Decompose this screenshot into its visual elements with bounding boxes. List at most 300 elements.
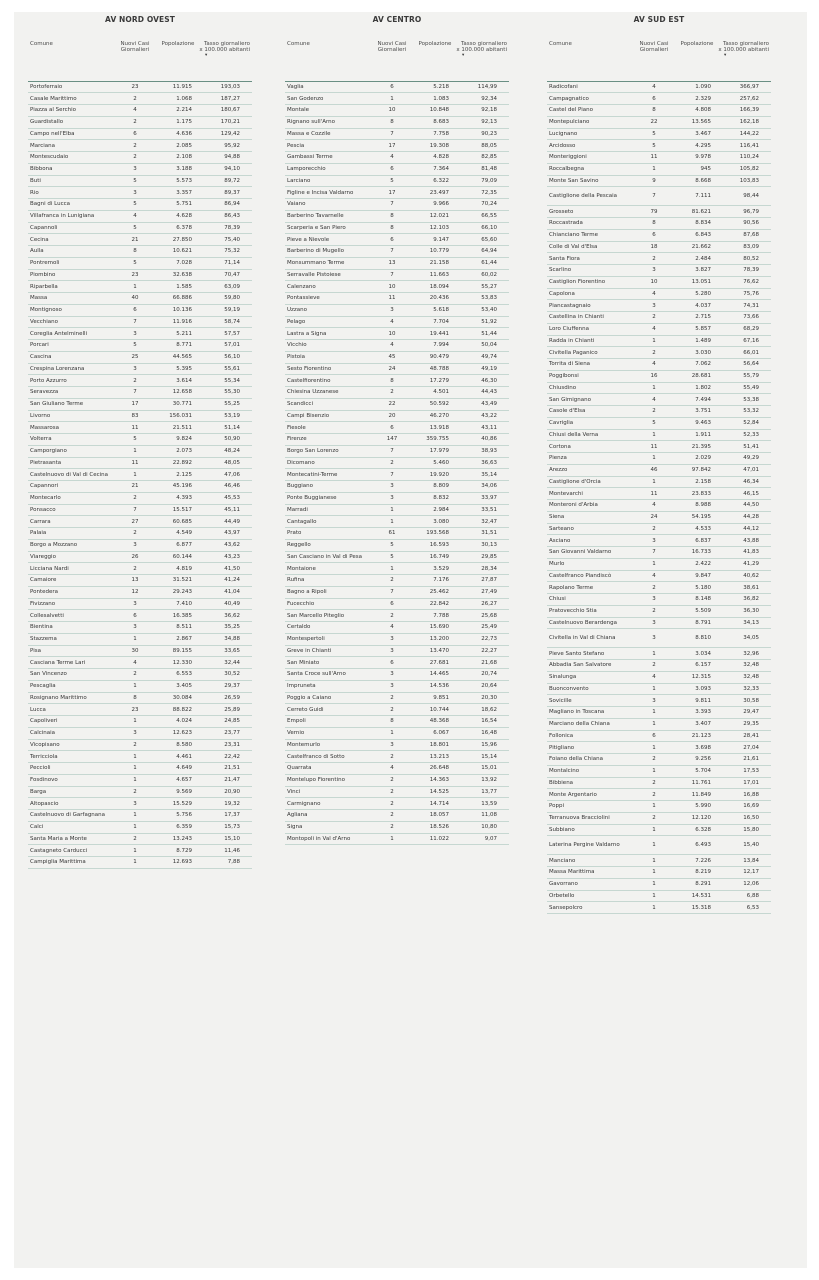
table-row[interactable] [285,680,509,692]
cell-tasso: 30,13 [455,539,509,551]
header-popolazione[interactable] [415,41,455,81]
cell-comune: Murlo [547,558,631,570]
table-row[interactable] [285,563,509,575]
table-row[interactable] [547,187,771,206]
table-row[interactable] [28,727,252,739]
cell-popolazione: 30.771 [158,398,198,410]
table-row[interactable] [285,657,509,669]
table-row[interactable] [28,539,252,551]
cell-comune: Certaldo [285,622,369,634]
table-row[interactable] [285,175,509,187]
cell-comune: Cavriglia [547,417,631,429]
cell-tasso: 366,97 [717,81,771,93]
table-row[interactable] [28,680,252,692]
cell-nuovi-casi: 8 [369,375,415,387]
table-row[interactable] [28,857,252,869]
table-row[interactable] [547,300,771,312]
sort-descending-icon[interactable]: ▾ [462,53,465,58]
table-row[interactable] [285,281,509,293]
table-row[interactable] [547,288,771,300]
table-row[interactable] [28,645,252,657]
table-row[interactable] [28,140,252,152]
table-row[interactable] [285,187,509,199]
sort-descending-icon[interactable]: ▾ [724,53,727,58]
table-row[interactable] [547,488,771,500]
table-row[interactable] [28,481,252,493]
cell-tasso: 28,34 [455,563,509,575]
table-row[interactable] [285,210,509,222]
cell-tasso: 105,82 [717,163,771,175]
table-row[interactable] [28,340,252,352]
table-row[interactable] [547,789,771,801]
header-nuovi-casi[interactable] [369,41,415,81]
cell-nuovi-casi: 10 [369,328,415,340]
table-row[interactable] [547,742,771,754]
table-row[interactable] [547,801,771,813]
table-row[interactable] [28,798,252,810]
cell-popolazione: 9.847 [677,570,717,582]
table-row[interactable] [285,810,509,822]
table-row[interactable] [547,163,771,175]
cell-nuovi-casi: 1 [112,445,158,457]
cell-nuovi-casi: 17 [369,140,415,152]
table-row[interactable] [28,199,252,211]
table-row[interactable] [28,387,252,399]
table-row[interactable] [285,328,509,340]
table-row[interactable] [285,363,509,375]
header-tasso[interactable] [455,41,509,81]
cell-comune: Borgo a Mozzano [28,539,112,551]
table-row[interactable] [547,347,771,359]
table-row[interactable] [285,551,509,563]
table-row[interactable] [547,707,771,719]
cell-tasso: 13,92 [455,774,509,786]
table-row[interactable] [285,93,509,105]
table-row[interactable] [28,704,252,716]
table-row[interactable] [285,457,509,469]
table-row[interactable] [28,810,252,822]
table-row[interactable] [285,81,509,93]
cell-tasso: 53,32 [717,406,771,418]
table-row[interactable] [547,511,771,523]
table-row[interactable] [28,528,252,540]
cell-popolazione: 5.180 [677,582,717,594]
cell-comune: Castelnuovo di Garfagnana [28,810,112,822]
cell-tasso: 17,53 [717,765,771,777]
table-row[interactable] [547,453,771,465]
table-row[interactable] [285,163,509,175]
table-row[interactable] [547,718,771,730]
table-row[interactable] [28,187,252,199]
table-row[interactable] [547,417,771,429]
table-row[interactable] [547,660,771,672]
cases-table [547,41,771,914]
cell-tasso: 187,27 [198,93,252,105]
cell-nuovi-casi: 6 [112,128,158,140]
table-row[interactable] [547,441,771,453]
cell-tasso: 33,97 [455,492,509,504]
table-row[interactable] [285,645,509,657]
table-row[interactable] [28,821,252,833]
table-row[interactable] [28,152,252,164]
header-comune-label: Comune [549,41,572,47]
table-row[interactable] [547,824,771,836]
cell-comune: Montalcino [547,765,631,777]
cell-popolazione: 46.270 [415,410,455,422]
table-row[interactable] [285,199,509,211]
table-row[interactable] [547,128,771,140]
table-row[interactable] [28,445,252,457]
header-comune[interactable] [28,41,112,81]
table-row[interactable] [28,551,252,563]
table-row[interactable] [28,351,252,363]
table-row[interactable] [547,152,771,164]
table-row[interactable] [28,105,252,117]
header-tasso-label: Tasso giornaliero x 100.000 abitanti [718,41,769,53]
table-row[interactable] [28,422,252,434]
table-row[interactable] [547,476,771,488]
cell-tasso: 19,32 [198,798,252,810]
table-row[interactable] [285,316,509,328]
header-nuovi-casi[interactable] [631,41,677,81]
table-row[interactable] [28,833,252,845]
table-row[interactable] [285,774,509,786]
table-row[interactable] [285,716,509,728]
cell-popolazione: 5.756 [158,810,198,822]
table-row[interactable] [285,445,509,457]
table-row[interactable] [285,786,509,798]
table-row[interactable] [28,281,252,293]
cell-popolazione: 8.148 [677,594,717,606]
cell-tasso: 66,55 [455,210,509,222]
table-row[interactable] [547,265,771,277]
table-row[interactable] [28,586,252,598]
table-row[interactable] [28,504,252,516]
table-row[interactable] [285,504,509,516]
table-row[interactable] [285,598,509,610]
table-row[interactable] [547,429,771,441]
table-row[interactable] [285,751,509,763]
table-row[interactable] [28,328,252,340]
table-row[interactable] [547,523,771,535]
cell-comune: Pietrasanta [28,457,112,469]
cell-popolazione: 2.158 [677,476,717,488]
table-row[interactable] [547,695,771,707]
cell-popolazione: 14.536 [415,680,455,692]
table-row[interactable] [28,739,252,751]
table-row[interactable] [285,116,509,128]
table-row[interactable] [28,363,252,375]
cell-comune: Signa [285,821,369,833]
table-row[interactable] [547,93,771,105]
cell-comune: Vaglia [285,81,369,93]
table-row[interactable] [547,535,771,547]
table-row[interactable] [28,375,252,387]
cell-popolazione: 4.819 [158,563,198,575]
table-row[interactable] [28,222,252,234]
cell-popolazione: 6.843 [677,229,717,241]
cell-popolazione: 14.525 [415,786,455,798]
header-tasso[interactable] [198,41,252,81]
table-row[interactable] [547,570,771,582]
table-row[interactable] [285,610,509,622]
table-row[interactable] [547,765,771,777]
table-row[interactable] [28,116,252,128]
table-row[interactable] [285,692,509,704]
table-row[interactable] [28,210,252,222]
table-row[interactable] [547,754,771,766]
table-row[interactable] [547,253,771,265]
table-row[interactable] [28,163,252,175]
table-row[interactable] [285,622,509,634]
table-row[interactable] [285,304,509,316]
table-row[interactable] [285,763,509,775]
cell-comune: Loro Ciuffenna [547,323,631,335]
table-row[interactable] [285,516,509,528]
cell-tasso: 75,76 [717,288,771,300]
table-row[interactable] [285,222,509,234]
cell-popolazione: 5.509 [677,605,717,617]
header-nuovi-casi[interactable] [112,41,158,81]
table-row[interactable] [547,812,771,824]
cell-nuovi-casi: 3 [631,535,677,547]
table-row[interactable] [285,539,509,551]
table-row[interactable] [547,594,771,606]
table-row[interactable] [285,704,509,716]
table-row[interactable] [285,586,509,598]
cell-comune: Quarrata [285,763,369,775]
table-row[interactable] [547,836,771,855]
cell-comune: Sinalunga [547,671,631,683]
table-row[interactable] [547,175,771,187]
cell-tasso: 65,60 [455,234,509,246]
cell-nuovi-casi: 3 [112,727,158,739]
cell-comune: Pontremoli [28,257,112,269]
table-row[interactable] [28,410,252,422]
cell-comune: Collesalvetti [28,610,112,622]
table-row[interactable] [285,246,509,258]
table-row[interactable] [547,890,771,902]
table-row[interactable] [28,716,252,728]
table-row[interactable] [285,234,509,246]
table-row[interactable] [285,739,509,751]
cell-comune: Prato [285,528,369,540]
cell-popolazione: 9.978 [677,152,717,164]
cell-popolazione: 88.822 [158,704,198,716]
table-row[interactable] [285,387,509,399]
table-row[interactable] [547,617,771,629]
table-row[interactable] [285,798,509,810]
header-popolazione[interactable] [677,41,717,81]
table-row[interactable] [285,398,509,410]
cell-tasso: 31,51 [455,528,509,540]
table-row[interactable] [285,821,509,833]
cell-tasso: 46,46 [198,481,252,493]
sort-descending-icon[interactable]: ▾ [205,53,208,58]
table-row[interactable] [285,410,509,422]
header-tasso[interactable] [717,41,771,81]
cell-popolazione: 13.918 [415,422,455,434]
cell-popolazione: 2.867 [158,633,198,645]
cell-nuovi-casi: 1 [631,476,677,488]
table-row[interactable] [547,878,771,890]
table-row[interactable] [28,246,252,258]
table-row[interactable] [28,269,252,281]
table-row[interactable] [547,382,771,394]
table-row[interactable] [28,669,252,681]
cell-popolazione: 8.511 [158,622,198,634]
table-row[interactable] [547,370,771,382]
cell-nuovi-casi: 83 [112,410,158,422]
table-row[interactable] [28,622,252,634]
table-row[interactable] [547,206,771,218]
table-row[interactable] [547,582,771,594]
table-row[interactable] [285,375,509,387]
table-row[interactable] [547,629,771,648]
cell-comune: Monteroni d'Arbia [547,500,631,512]
table-row[interactable] [285,727,509,739]
table-row[interactable] [28,81,252,93]
table-row[interactable] [28,563,252,575]
table-row[interactable] [285,128,509,140]
cell-nuovi-casi: 1 [112,680,158,692]
table-row[interactable] [547,241,771,253]
table-row[interactable] [547,116,771,128]
cell-nuovi-casi: 16 [631,370,677,382]
table-row[interactable] [28,93,252,105]
table-row[interactable] [28,751,252,763]
table-row[interactable] [28,175,252,187]
table-row[interactable] [547,105,771,117]
table-row[interactable] [285,269,509,281]
cell-nuovi-casi: 5 [112,257,158,269]
cell-nuovi-casi: 1 [369,504,415,516]
table-row[interactable] [28,575,252,587]
header-comune[interactable] [285,41,369,81]
cell-nuovi-casi: 27 [112,516,158,528]
table-row[interactable] [28,434,252,446]
table-row[interactable] [285,340,509,352]
table-row[interactable] [28,610,252,622]
cell-tasso: 23,31 [198,739,252,751]
table-row[interactable] [28,763,252,775]
table-row[interactable] [28,398,252,410]
table-row[interactable] [547,547,771,559]
table-row[interactable] [28,492,252,504]
table-row[interactable] [547,406,771,418]
table-row[interactable] [547,323,771,335]
cell-comune: Empoli [285,716,369,728]
table-row[interactable] [547,648,771,660]
cell-nuovi-casi: 6 [631,229,677,241]
cell-popolazione: 8.683 [415,116,455,128]
header-popolazione[interactable] [158,41,198,81]
table-row[interactable] [285,481,509,493]
table-row[interactable] [28,257,252,269]
table-row[interactable] [28,598,252,610]
table-row[interactable] [547,312,771,324]
cell-popolazione: 9.966 [415,199,455,211]
cell-popolazione: 10.848 [415,105,455,117]
table-row[interactable] [547,229,771,241]
table-row[interactable] [547,730,771,742]
table-row[interactable] [285,105,509,117]
table-row[interactable] [547,359,771,371]
table-row[interactable] [28,845,252,857]
table-row[interactable] [28,774,252,786]
table-row[interactable] [285,633,509,645]
table-row[interactable] [547,683,771,695]
table-row[interactable] [547,558,771,570]
table-row[interactable] [547,855,771,867]
header-comune[interactable] [547,41,631,81]
table-row[interactable] [28,457,252,469]
table-row[interactable] [28,657,252,669]
cell-tasso: 89,72 [198,175,252,187]
table-row[interactable] [285,293,509,305]
table-row[interactable] [547,605,771,617]
table-row[interactable] [285,351,509,363]
cell-comune: Colle di Val d'Elsa [547,241,631,253]
table-row[interactable] [28,692,252,704]
table-row[interactable] [28,316,252,328]
table-row[interactable] [28,293,252,305]
cell-comune: Massa e Cozzile [285,128,369,140]
table-row[interactable] [285,422,509,434]
table-row[interactable] [28,304,252,316]
cell-popolazione: 14.363 [415,774,455,786]
cell-popolazione: 19.308 [415,140,455,152]
table-row[interactable] [547,218,771,230]
cell-comune: Castagneto Carducci [28,845,112,857]
table-row[interactable] [285,469,509,481]
table-row[interactable] [285,528,509,540]
table-row[interactable] [28,633,252,645]
table-row[interactable] [28,469,252,481]
cell-popolazione: 6.877 [158,539,198,551]
table-row[interactable] [547,902,771,914]
table-row[interactable] [547,500,771,512]
table-row[interactable] [285,257,509,269]
table-row[interactable] [28,786,252,798]
table-row[interactable] [547,276,771,288]
cell-popolazione: 17.979 [415,445,455,457]
cell-comune: Sesto Fiorentino [285,363,369,375]
cell-popolazione: 6.359 [158,821,198,833]
table-row[interactable] [285,575,509,587]
cell-comune: Castel del Piano [547,105,631,117]
table-row[interactable] [547,464,771,476]
table-row[interactable] [285,434,509,446]
table-row[interactable] [285,833,509,845]
table-row[interactable] [285,492,509,504]
table-row[interactable] [547,867,771,879]
table-row[interactable] [547,777,771,789]
table-row[interactable] [285,140,509,152]
cell-comune: Monte San Savino [547,175,631,187]
table-row[interactable] [547,394,771,406]
table-row[interactable] [547,140,771,152]
table-row[interactable] [28,516,252,528]
table-row[interactable] [28,234,252,246]
table-row[interactable] [547,671,771,683]
table-row[interactable] [547,81,771,93]
table-row[interactable] [547,335,771,347]
cell-popolazione: 3.529 [415,563,455,575]
table-row[interactable] [28,128,252,140]
table-row[interactable] [285,152,509,164]
table-row[interactable] [285,669,509,681]
